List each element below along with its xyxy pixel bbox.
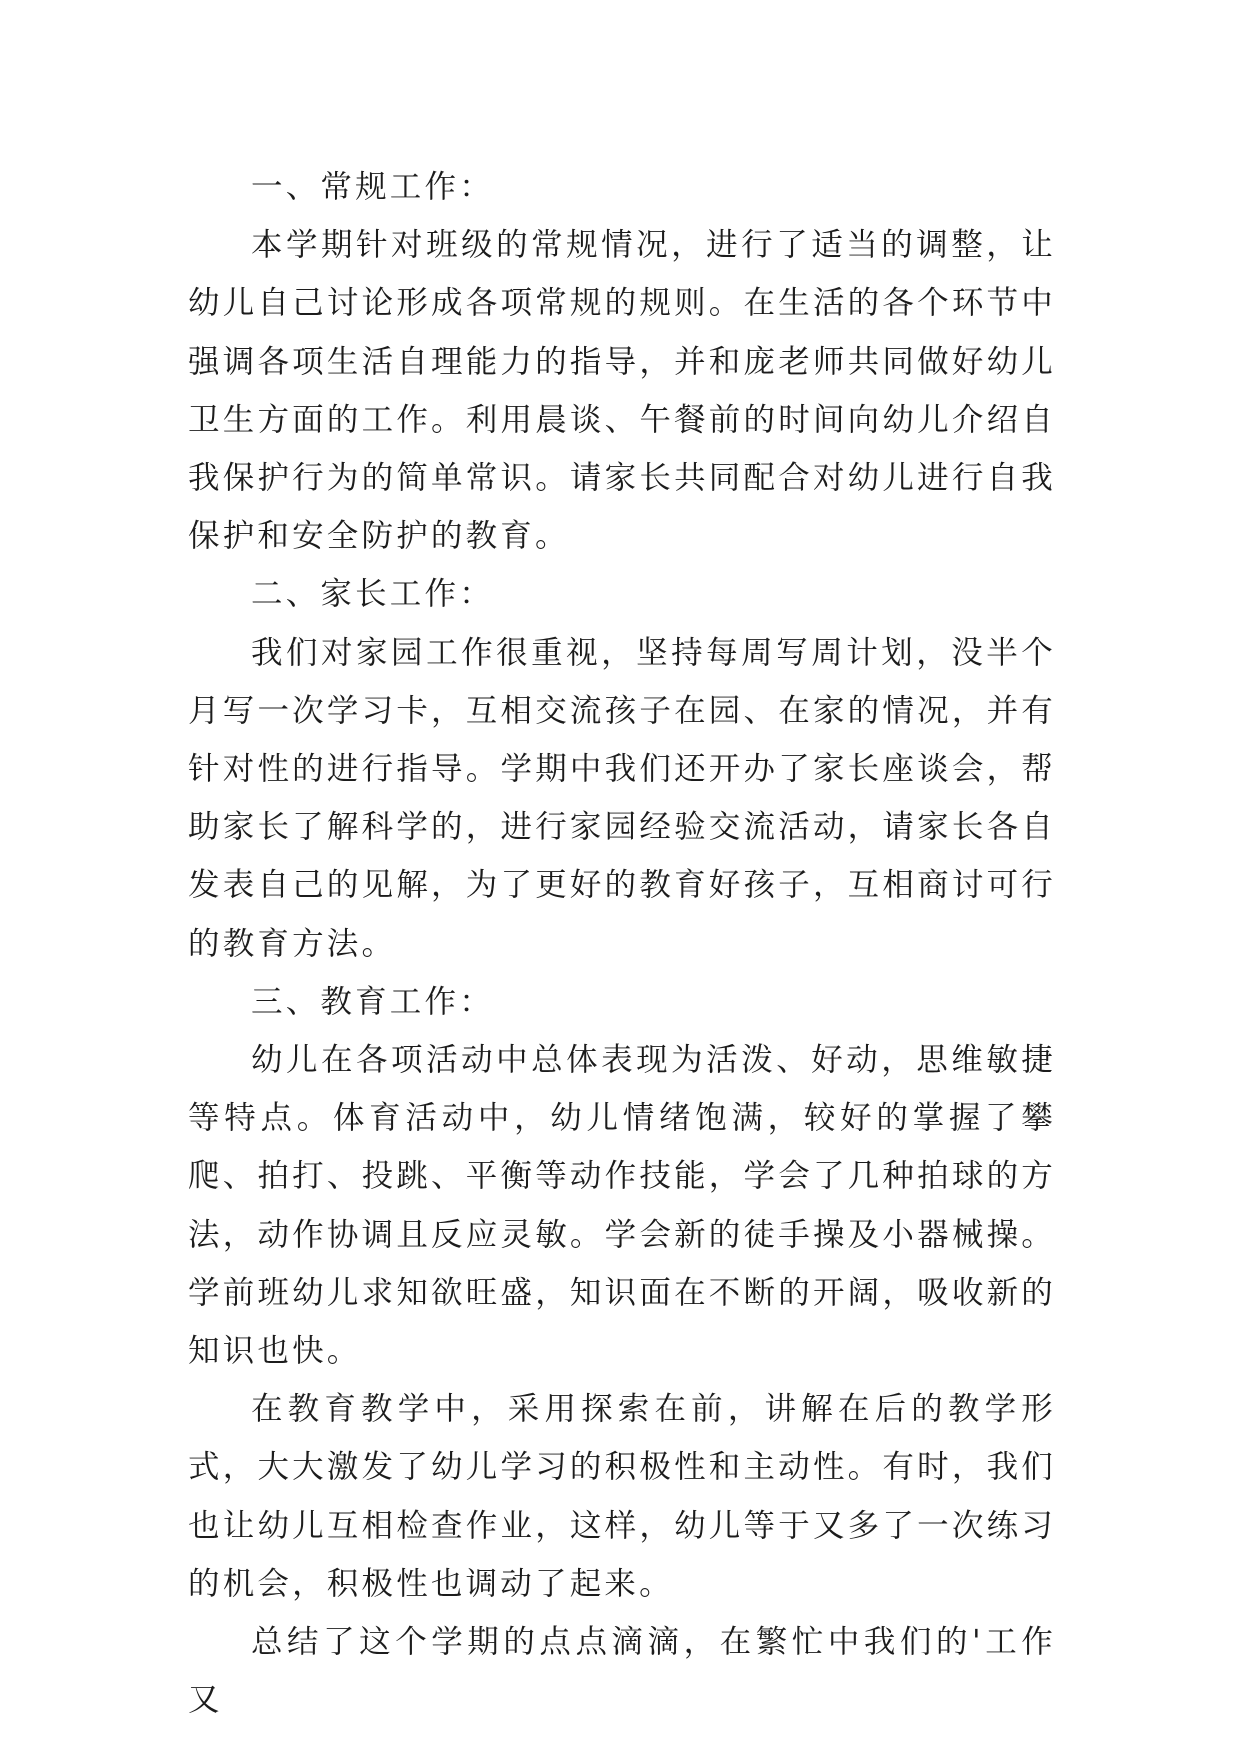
paragraph-education: 幼儿在各项活动中总体表现为活泼、好动，思维敏捷等特点。体育活动中，幼儿情绪饱满，较好的掌握了攀爬、拍打、投跳、平衡等动作技能，学会了几种拍球的方法，动作协调且反应灵敏。学会新的徒手操及小器械操。学前班幼儿求知欲旺盛，知识面在不断的开阔，吸收新的知识也快。: [188, 1042, 1056, 1370]
paragraph-teaching: 在教育教学中，采用探索在前，讲解在后的教学形式，大大激发了幼儿学习的积极性和主动性。有时，我们也让幼儿互相检查作业，这样，幼儿等于又多了一次练习的机会，积极性也调动了起来。: [188, 1391, 1056, 1602]
section-heading-routine: 一、常规工作：: [251, 169, 494, 205]
paragraph-parents: 我们对家园工作很重视，坚持每周写周计划，没半个月写一次学习卡，互相交流孩子在园、在家的情况，并有针对性的进行指导。学期中我们还开办了家长座谈会，帮助家长了解科学的，进行家园经验交流活动，请家长各自发表自己的见解，为了更好的教育好孩子，互相商讨可行的教育方法。: [188, 634, 1056, 962]
document-body: [188, 158, 1056, 1729]
section-heading-parents: 二、家长工作：: [251, 576, 494, 613]
paragraph-summary: 总结了这个学期的点点滴滴，在繁忙中我们的'工作又: [188, 1624, 1056, 1719]
section-heading-education: 三、教育工作：: [251, 983, 494, 1020]
paragraph-routine: 本学期针对班级的常规情况，进行了适当的调整，让幼儿自己讨论形成各项常规的规则。在生活的各个环节中强调各项生活自理能力的指导，并和庞老师共同做好幼儿卫生方面的工作。利用晨谈、午餐前的时间向幼儿介绍自我保护行为的简单常识。请家长共同配合对幼儿进行自我保护和安全防护的教育。: [188, 227, 1056, 555]
